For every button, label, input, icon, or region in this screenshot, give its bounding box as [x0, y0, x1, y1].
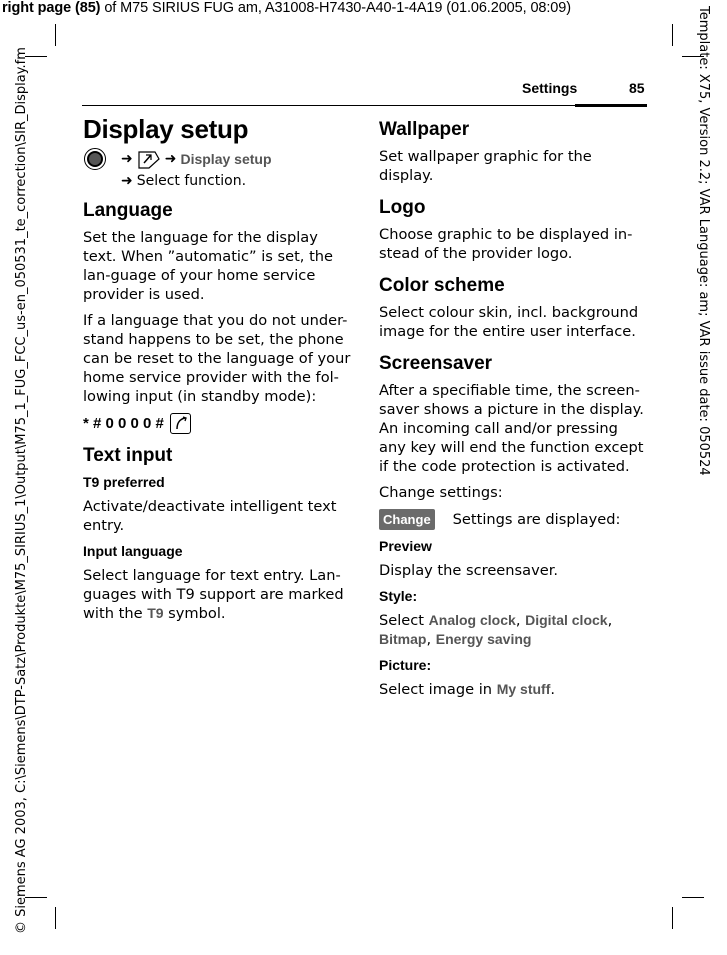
nav-instruction: Select function. — [136, 173, 247, 189]
style-option-bitmap: Bitmap — [379, 631, 427, 647]
menu-path — [83, 147, 351, 191]
heading-picture: Picture: — [379, 657, 432, 673]
header-rule-thick — [575, 104, 647, 107]
t9-paragraph: Activate/deactivate intelligent text entry. — [83, 498, 337, 534]
change-description: Settings are displayed: — [452, 511, 621, 528]
page-title: Display setup — [83, 114, 249, 144]
heading-style: Style: — [379, 588, 418, 604]
heading-color-scheme: Color scheme — [379, 275, 505, 296]
style-text: Select — [379, 612, 429, 629]
key-sequence-text: * # 0 0 0 0 # — [83, 415, 164, 432]
wallpaper-paragraph: Set wallpaper graphic for the display. — [379, 148, 592, 184]
style-paragraph — [379, 611, 649, 649]
heading-wallpaper: Wallpaper — [379, 119, 470, 140]
style-option-energy-saving: Energy saving — [435, 631, 532, 647]
language-paragraph-1: Set the language for the display text. When ”automatic” is set, the lan-guage of your home service provider is used. — [83, 229, 334, 303]
crop-mark — [55, 24, 56, 46]
side-path-text: © Siemens AG 2003, C:\Siemens\DTP-Satz\Produkte\M75_SIRIUS_1\Output\M75_1_FUG_FCC_us-en_050531_te_correction\SIR_Display.fm — [14, 47, 29, 934]
right-column — [379, 120, 649, 706]
print-info-bold: right page (85) — [2, 0, 101, 16]
header-rule — [82, 105, 647, 106]
separator: , — [607, 612, 613, 629]
change-settings-text: Change settings: — [379, 484, 503, 501]
logo-paragraph: Choose graphic to be displayed in-stead of the provider logo. — [379, 226, 633, 262]
heading-text-input: Text input — [83, 445, 173, 466]
color-scheme-paragraph: Select colour skin, incl. background image for the entire user interface. — [379, 304, 639, 340]
picture-paragraph — [379, 680, 649, 699]
print-info-rest: of M75 SIRIUS FUG am, A31008-H7430-A40-1-4A19 (01.06.2005, 08:09) — [100, 0, 571, 16]
input-language-text: Select language for text entry. Lan-guages with T9 support are marked with the — [83, 567, 344, 622]
crop-mark — [682, 897, 704, 898]
crop-mark — [672, 907, 673, 929]
screensaver-paragraph: After a specifiable time, the screen-saver shows a picture in the display. An incoming call and/or pressing any key will end the function except if the code protection is activated. — [379, 382, 644, 475]
picture-text-end: . — [550, 681, 556, 698]
heading-t9-preferred: T9 preferred — [83, 474, 165, 490]
arrow-icon: ➜ — [121, 151, 133, 167]
navigation-key-icon — [83, 147, 107, 171]
style-option-digital-clock: Digital clock — [525, 612, 608, 628]
separator: , — [426, 631, 436, 648]
heading-screensaver: Screensaver — [379, 353, 493, 374]
change-row — [379, 509, 649, 530]
left-column — [83, 114, 351, 630]
t9-symbol-keyword: T9 — [147, 605, 164, 621]
running-header-title: Settings — [522, 80, 578, 96]
change-softkey: Change — [379, 509, 435, 530]
menu-item-display-setup: Display setup — [180, 151, 272, 167]
picture-text: Select image in — [379, 681, 497, 698]
heading-input-language: Input language — [83, 543, 183, 559]
crop-mark — [55, 907, 56, 929]
call-key-icon — [170, 413, 191, 434]
settings-menu-icon — [137, 149, 161, 169]
arrow-icon: ➜ — [164, 151, 177, 167]
page-number: 85 — [629, 80, 645, 96]
language-paragraph-2: If a language that you do not under-stand happens to be set, the phone can be reset to the language of your home service provider with the fol-lowing input (in standby mode): — [83, 312, 351, 405]
heading-preview: Preview — [379, 538, 432, 554]
heading-logo: Logo — [379, 197, 426, 218]
crop-mark — [672, 24, 673, 46]
input-language-paragraph — [83, 566, 351, 623]
arrow-icon: ➜ — [121, 173, 133, 189]
input-language-text-end: symbol. — [163, 605, 226, 622]
side-template-text: Template: X75, Version 2.2; VAR Language: am; VAR issue date: 050524 — [696, 6, 711, 476]
print-info-line — [2, 0, 571, 16]
preview-paragraph: Display the screensaver. — [379, 562, 558, 579]
my-stuff-keyword: My stuff — [496, 681, 551, 697]
separator: , — [515, 612, 526, 629]
heading-language: Language — [83, 200, 173, 221]
reset-key-sequence — [83, 413, 351, 434]
style-option-analog-clock: Analog clock — [428, 612, 516, 628]
